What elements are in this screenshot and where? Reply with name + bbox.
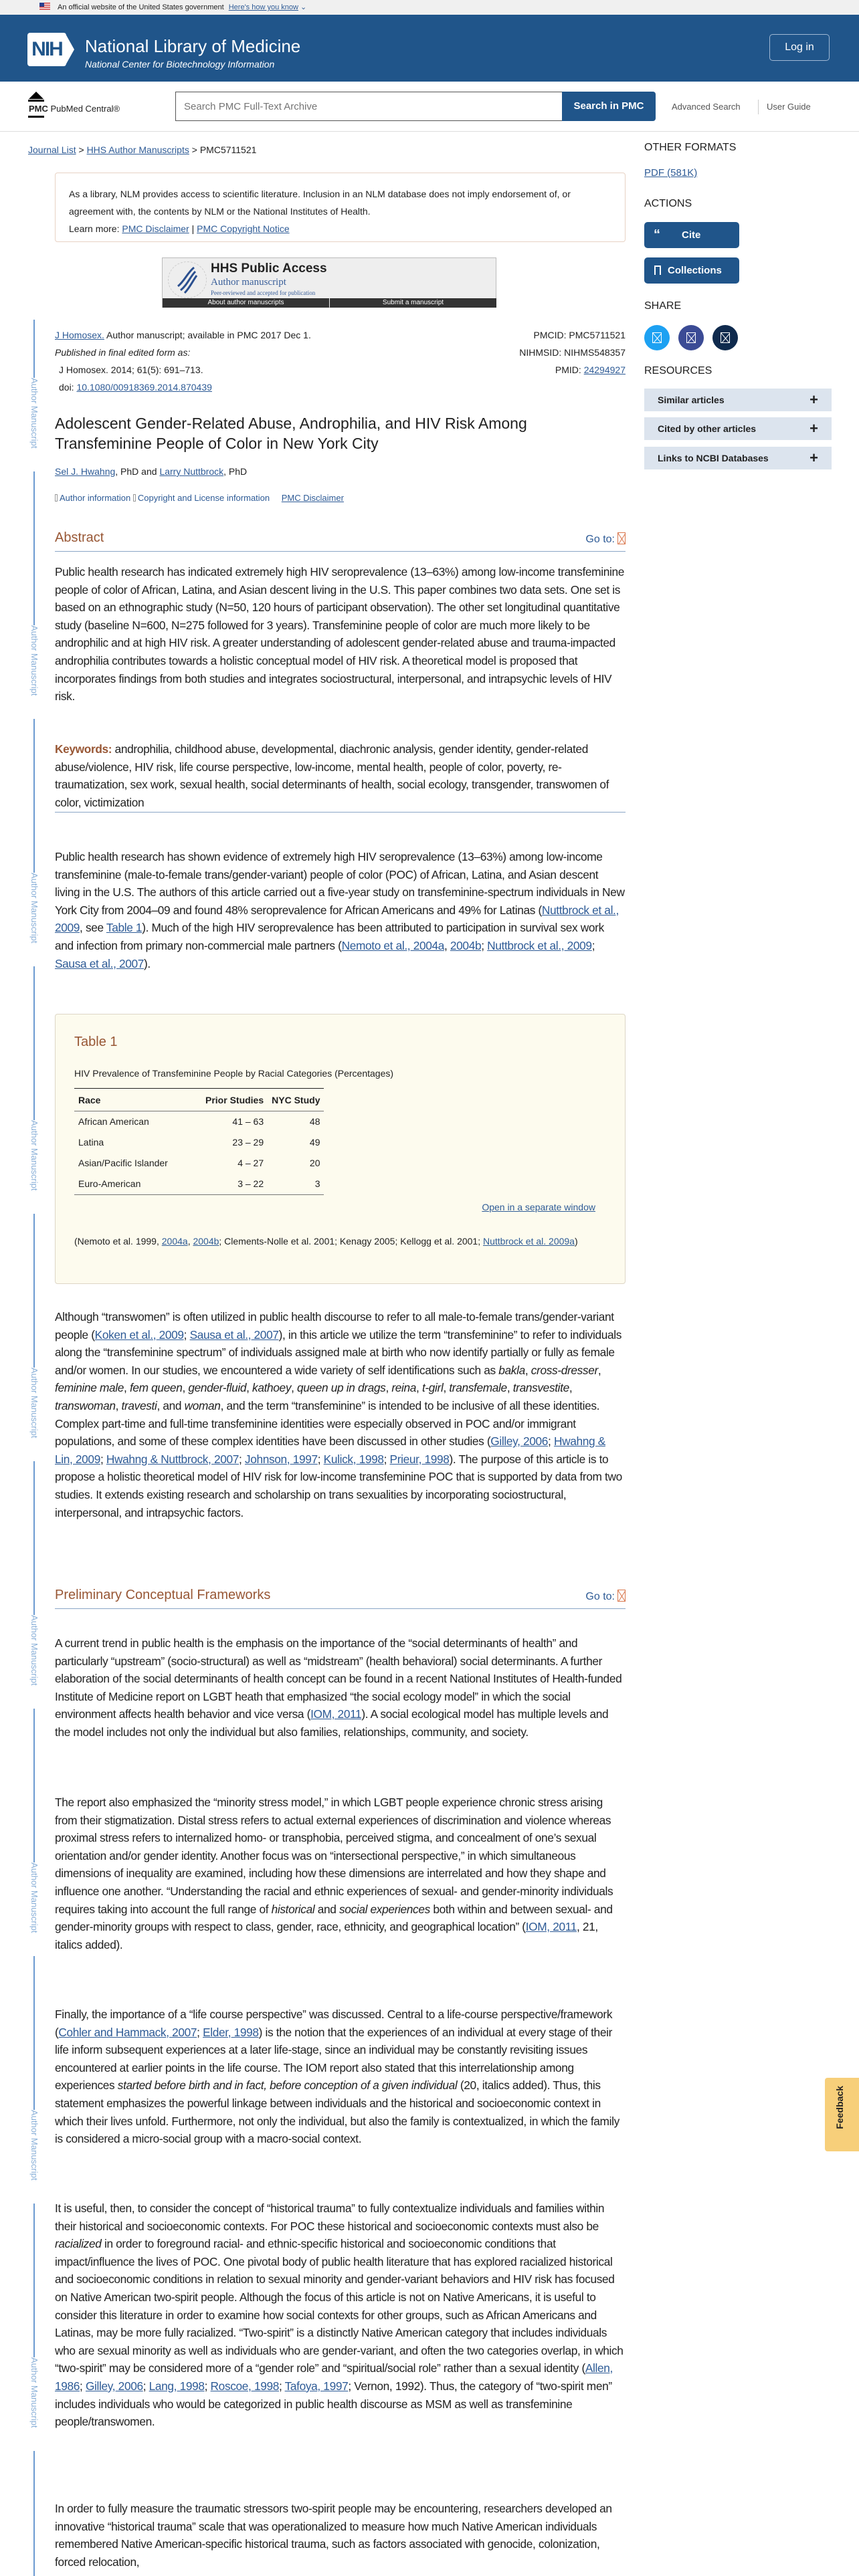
gov-banner <box>0 0 859 15</box>
column-header: Race <box>74 1089 201 1111</box>
heres-how-you-know-link[interactable]: Here's how you know <box>228 3 298 11</box>
pmid-label: PMID: <box>555 364 584 375</box>
italic-text: social experiences <box>339 1902 430 1916</box>
text-run: , <box>524 1363 531 1377</box>
text-run: , <box>443 1381 450 1395</box>
body-paragraph <box>55 848 626 972</box>
author-manuscript-label <box>26 1368 42 1461</box>
text-run: , and the term “transfeminine” is intended to be inclusive of all these identities. Complex part-time and full-time transfeminine identities were especially observed in POC and/or immigrant populations, and some of these complex identities have been discussed in other studies ( <box>55 1398 600 1448</box>
citation-link[interactable]: 2004a <box>161 1236 188 1247</box>
author-list <box>55 466 247 477</box>
email-icon <box>721 332 730 343</box>
search-button[interactable]: Search in PMC <box>562 92 656 121</box>
keywords <box>55 740 626 811</box>
collections-label: Collections <box>668 265 722 276</box>
pmc-logo-prefix: PMC <box>29 104 48 114</box>
text-run: The report also emphasized the “minority stress model,” in which LGBT people experience chronic stress arising from their stigmatization. Distal stress refers to actual external experiences of discrimination and violence whereas proximal stress refers to internalized homo- or transphobia, perceived stigma, and concealment of one’s sexual orientation and/or gender identity. Another focus was on “intersectional perspective,” in which simultaneous dimensions of inequality are examined, including how these dimensions are interrelated and how they shape and influence one another. “Understanding the racial and ethnic experiences of sexual- and gender-minority individuals requires taking into account the full range of <box>55 1796 613 1916</box>
share-label: SHARE <box>644 300 682 312</box>
text-run: ; <box>80 2379 86 2393</box>
table-cell: 3 <box>314 1178 320 1189</box>
text-run: Public health research has indicated extremely high HIV seroprevalence (13–63%) among low-income transfeminine people of color of African, Latina, and Asian descent living in the U.S. This paper combines two data sets. One set is based on an ethnographic study (N=50, 120 hours of participant observation). The other set longitudinal quantitative study (baseline N=600, N=275 followed for 3 years). Transfeminine people of color are much more likely to be androphilic and at high HIV risk. A greater understanding of adolescent gender-related abuse and trauma-impacted androphilia contributes towards a holistic conceptual model of HIV risk. A theoretical model is proposed that incorporates findings from both studies and integrates sociostructural, interpersonal, and intrapsychic levels of HIV risk. <box>55 565 624 704</box>
italic-text: cross-dresser <box>531 1363 598 1377</box>
citation-link[interactable]: Allen, 1986 <box>55 2361 613 2393</box>
author-suffix: , PhD <box>223 466 248 477</box>
nihmsid: NIHMSID: NIHMS548357 <box>519 347 626 358</box>
citation-link[interactable]: Johnson, 1997 <box>244 1452 318 1466</box>
resources-label: RESOURCES <box>644 365 712 377</box>
citation-link[interactable]: 2004b <box>450 938 482 952</box>
citation-link[interactable]: Gilley, 2006 <box>490 1434 549 1448</box>
text-run: ; <box>204 2379 211 2393</box>
author-manuscript-label <box>26 378 42 471</box>
table-cell: 4 – 27 <box>237 1158 264 1168</box>
citation-link[interactable]: Prieur, 1998 <box>389 1452 450 1466</box>
author-manuscript-text: Author Manuscript <box>29 378 39 449</box>
italic-text: travesti <box>121 1398 157 1412</box>
italic-text: reina <box>391 1381 417 1395</box>
text-run: , <box>291 1381 298 1395</box>
text-run: , <box>246 1381 253 1395</box>
availability-text: Author manuscript; available in PMC 2017 Dec 1. <box>104 330 311 340</box>
copyright-license-toggle[interactable]: Copyright and License information <box>137 493 270 503</box>
author-manuscript-label <box>26 1120 42 1214</box>
author-manuscript-label <box>26 625 42 719</box>
table-cell: Euro-American <box>78 1178 141 1189</box>
author-manuscript-text: Author Manuscript <box>29 873 39 944</box>
citation-link[interactable]: Nuttbrock et al., 2009 <box>487 938 592 952</box>
citation-ref: J Homosex. 2014; 61(5): 691–713. <box>59 364 203 375</box>
text-run: ). A social ecological model has multiple levels and the model includes not only the individual but also families, relationships, community, and society. <box>55 1707 609 1739</box>
goto-menu[interactable] <box>585 532 626 546</box>
section-divider <box>55 812 626 813</box>
ncbi-links-toggle[interactable] <box>644 447 832 469</box>
text-run: ; <box>100 1452 106 1466</box>
italic-text: racialized <box>55 2237 102 2251</box>
author-link[interactable]: Larry Nuttbrock <box>159 466 224 477</box>
pmc-copyright-link[interactable]: PMC Copyright Notice <box>197 223 290 234</box>
citation-link[interactable]: Lang, 1998 <box>149 2379 205 2393</box>
text-run: It is useful, then, to consider the concept of “historical trauma” to fully contextualize individuals and families within their historical and socioeconomic contexts. For POC these historical and socioeconomic contexts must also be <box>55 2202 605 2233</box>
search-bar-row <box>0 82 859 132</box>
table-1-box <box>55 1014 626 1284</box>
pmc-disclaimer-link[interactable]: PMC Disclaimer <box>281 493 344 503</box>
body-paragraph <box>55 1634 626 1741</box>
body-paragraph <box>55 2500 626 2571</box>
author-manuscript-label <box>26 1862 42 1956</box>
text-run: ; <box>481 938 488 952</box>
text-run: ), in this article we utilize the term “transfeminine” to refer to individuals along the “transfeminine spectrum” of individuals assigned male at birth who now identify partially or fully as female and/or women. In our studies, we encountered a wide variety of self identifications such as <box>55 1327 622 1377</box>
table-label: Table 1 <box>74 1035 118 1049</box>
site-title[interactable]: National Library of Medicine <box>85 36 301 56</box>
citation-link[interactable]: Hwahng & Lin, 2009 <box>55 1434 605 1466</box>
goto-arrow-icon <box>617 532 626 544</box>
author-manuscript-text: Author Manuscript <box>29 2357 39 2428</box>
citation-link[interactable]: Nuttbrock et al., 2009 <box>55 903 619 935</box>
pmid-link[interactable]: 24294927 <box>583 364 626 375</box>
section-heading: Preliminary Conceptual Frameworks <box>55 1588 271 1602</box>
italic-text: transvestite <box>512 1381 569 1395</box>
citation-link[interactable]: Cohler and Hammack, 2007 <box>58 2025 197 2039</box>
table-cell: African American <box>78 1116 149 1127</box>
login-button[interactable]: Log in <box>769 34 830 61</box>
text-run: both within and between sexual- and gender-minority groups with respect to class, gender, race, ethnicity, and geographical location” ( <box>55 1902 613 1934</box>
table-cell: 48 <box>309 1116 320 1127</box>
goto-label: Go to: <box>585 1591 615 1602</box>
submit-manuscript-link[interactable]: Submit a manuscript <box>330 298 496 308</box>
table-row <box>74 1132 324 1153</box>
text-run: ; Vernon, 1992). Thus, the category of “two-spirit men” includes individuals who would be categorized in public health discourse as MSM as well as transfeminine people/transwomen. <box>55 2379 612 2429</box>
author-manuscript-text: Author Manuscript <box>29 625 39 696</box>
plus-icon: + <box>809 449 818 466</box>
table-row <box>74 1174 324 1195</box>
article-title: Adolescent Gender-Related Abuse, Androphilia, and HIV Risk Among Transfeminine People of Color in New York City <box>55 415 527 452</box>
other-formats-label: OTHER FORMATS <box>644 142 737 153</box>
text-run: ) <box>574 1236 578 1247</box>
abstract-heading-bar <box>55 529 626 552</box>
share-email-button[interactable] <box>712 325 738 350</box>
hhs-subtitle: Author manuscript <box>211 277 286 288</box>
pmc-logo-triangle <box>29 92 43 99</box>
learn-more-label: Learn more: <box>69 223 120 234</box>
collections-button[interactable] <box>644 257 739 284</box>
italic-text: started before birth and in fact, before conception of a given individual <box>117 2078 458 2092</box>
italic-text: t-girl <box>421 1381 444 1395</box>
text-run: , <box>569 1381 573 1395</box>
italic-text: transwoman <box>55 1398 116 1412</box>
author-manuscript-label <box>26 2110 42 2204</box>
text-run: , <box>187 1236 193 1247</box>
body-paragraph <box>55 2199 626 2431</box>
text-run: , <box>416 1381 422 1395</box>
article-info-links <box>55 493 344 503</box>
text-run: ). The purpose of this article is to propose a holistic theoretical model of HIV risk for low-income transfeminine POC that is supported by data from two studies. It extends existing research and scholarship on trans sexualities by incorporating sociostructural, interpersonal, and intrapsychic factors. <box>55 1452 622 1519</box>
citation-link[interactable]: Elder, 1998 <box>203 2025 259 2039</box>
body-paragraph <box>55 1794 626 1953</box>
text-run: and <box>314 1902 340 1916</box>
breadcrumb <box>28 144 256 155</box>
author-information-toggle[interactable]: Author information <box>60 493 131 503</box>
nlm-disclaimer-box <box>55 173 626 242</box>
author-manuscript-text: Author Manuscript <box>29 1862 39 1933</box>
text-run: (20, italics added). Thus, this statement emphasizes the powerful linkage between individuals and the historical and socioeconomic context in which their lives unfold. Furthermore, not only the individual, but also the family is contextualized, in which the family is considered a micro-social group with a macro-social context. <box>55 2078 619 2146</box>
actions-label: ACTIONS <box>644 198 692 209</box>
share-facebook-button[interactable] <box>678 325 704 350</box>
pmcid: PMCID: PMC5711521 <box>533 330 626 340</box>
author-manuscript-text: Author Manuscript <box>29 1368 39 1438</box>
table-row <box>74 1153 324 1174</box>
advanced-search-link[interactable]: Advanced Search <box>672 102 741 112</box>
hiv-prevalence-table <box>74 1088 324 1195</box>
author-link[interactable]: Sel J. Hwahng <box>55 466 116 477</box>
text-run: ; <box>142 2379 149 2393</box>
table-header-row <box>74 1089 324 1111</box>
text-run: ; <box>591 938 595 952</box>
citation-link[interactable]: Hwahng & Nuttbrock, 2007 <box>106 1452 240 1466</box>
citation-link[interactable]: Tafoya, 1997 <box>284 2379 349 2393</box>
table-cell: 41 – 63 <box>232 1116 264 1127</box>
breadcrumb-current: PMC5711521 <box>199 144 257 155</box>
pmc-logo-name: PubMed Central® <box>50 104 120 114</box>
feedback-button[interactable] <box>825 2078 859 2151</box>
text-run: ; <box>183 1327 190 1341</box>
feedback-label: Feedback <box>834 2086 845 2129</box>
text-run: (Nemoto et al. 1999, <box>74 1236 162 1247</box>
citation-link[interactable]: Sausa et al., 2007 <box>55 956 145 970</box>
italic-text: feminine male <box>55 1381 124 1395</box>
pmc-logo-bar <box>28 100 44 102</box>
citation-link[interactable]: Nuttbrock et al. 2009a <box>483 1236 575 1247</box>
text-run: in order to foreground racial- and ethnic-specific historical and socioeconomic conditions that impact/influence the lives of POC. One pivotal body of public health literature that has explored racialized historical and socioeconomic conditions in relation to sexual minority and gender-variant behaviors and HIV risk has focused on Native American two-spirit people. Although the focus of this article is not on Native Americans, it is useful to consider this literature in order to examine how social contexts for other groups, such as African Americans and Latinas, may be more fully racialized. “Two-spirit” is a distinctly Native American category that includes individuals who are sexual minority as well as individuals who are gender-variant, and often the two categories overlap, in which “two-spirit” may be considered more of a “gender role” and “spiritual/social role” rather than a sexual identity ( <box>55 2237 624 2375</box>
divider <box>758 100 759 114</box>
table-source-note <box>74 1232 609 1250</box>
text-run: , <box>597 1363 601 1377</box>
citation-link[interactable]: Roscoe, 1998 <box>210 2379 279 2393</box>
open-in-separate-window-link[interactable]: Open in a separate window <box>482 1202 595 1212</box>
citation-link[interactable]: Table 1 <box>106 921 142 935</box>
share-twitter-button[interactable] <box>644 325 670 350</box>
pmc-logo-bar <box>28 116 44 118</box>
citation-block <box>55 326 626 396</box>
italic-text: gender-fluid <box>188 1381 247 1395</box>
text-run: , <box>506 1381 513 1395</box>
cited-by-toggle[interactable] <box>644 417 832 440</box>
breadcrumb-separator: > <box>191 144 197 155</box>
nih-logo[interactable] <box>27 33 80 66</box>
gov-banner-text: An official website of the United States government <box>58 3 224 11</box>
expand-icon <box>133 494 136 502</box>
breadcrumb-journal-list[interactable]: Journal List <box>28 144 76 155</box>
twitter-icon <box>652 332 662 343</box>
chevron-down-icon: ⌄ <box>298 3 307 11</box>
text-run: , see <box>80 921 106 935</box>
text-run: ; <box>239 1452 245 1466</box>
italic-text: kathoey <box>252 1381 292 1395</box>
author-manuscript-text: Author Manuscript <box>29 1120 39 1191</box>
goto-label: Go to: <box>585 534 615 545</box>
table-cell: 3 – 22 <box>237 1178 264 1189</box>
quote-icon: “ <box>654 227 660 242</box>
table-cell: Asian/Pacific Islander <box>78 1158 168 1168</box>
body-paragraph <box>55 2006 626 2148</box>
citation-link[interactable]: Nemoto et al., 2004a <box>341 938 444 952</box>
author-manuscript-text: Author Manuscript <box>29 2110 39 2181</box>
italic-text: bakla <box>498 1363 525 1377</box>
text-run: , and <box>157 1398 185 1412</box>
italic-text: woman <box>184 1398 221 1412</box>
table-cell: Latina <box>78 1137 104 1148</box>
column-header: NYC Study <box>268 1089 324 1111</box>
keywords-list: androphilia, childhood abuse, developmental, diachronic analysis, gender identity, gender-related abuse/violence, HIV risk, life course perspective, low-income, mental health, people of color, poverty, re-traumatization, sex work, sexual health, social determinants of health, social ecology, transgender, transwomen of color, victimization <box>55 742 609 809</box>
text-run: ; <box>279 2379 285 2393</box>
disclaimer-text: As a library, NLM provides access to scientific literature. Inclusion in an NLM database does not imply endorsement of, or agreement with, the contents by NLM or the National Institutes of Health. <box>69 189 571 217</box>
author-manuscript-label <box>26 1615 42 1709</box>
hhs-title: HHS Public Access <box>211 261 327 276</box>
text-run: In order to fully measure the traumatic stressors two-spirit people may be encountering, researchers developed an innovative “historical trauma” scale that was operationalized to measure how much Native American individuals remembered Native American-specific historical trauma, such as factors associated with genocide, colonization, forced relocation, <box>55 2502 612 2569</box>
section-heading: Abstract <box>55 530 104 545</box>
text-run: ). Much of the high HIV seroprevalence has been attributed to participation in survival sex work and infection from primary non-commercial male partners ( <box>55 921 604 952</box>
citation-link[interactable]: 2004b <box>193 1236 219 1247</box>
table-row <box>74 1111 324 1133</box>
table-cell: 20 <box>309 1158 320 1168</box>
table-caption: HIV Prevalence of Transfeminine People by Racial Categories (Percentages) <box>74 1068 394 1079</box>
similar-articles-toggle[interactable] <box>644 389 832 411</box>
separator: | <box>191 223 195 234</box>
citation-link[interactable]: Kulick, 1998 <box>323 1452 384 1466</box>
doi-label: doi: <box>59 382 77 393</box>
abstract-paragraph <box>55 563 626 706</box>
italic-text: transfemale <box>449 1381 507 1395</box>
italic-text: historical <box>271 1902 315 1916</box>
expand-icon <box>55 494 58 502</box>
text-run: ; <box>197 2025 203 2039</box>
text-run: ; <box>317 1452 324 1466</box>
breadcrumb-hhs[interactable]: HHS Author Manuscripts <box>86 144 189 155</box>
citation-link[interactable]: IOM, 2011 <box>310 1707 362 1721</box>
frameworks-heading-bar <box>55 1586 626 1609</box>
text-run: , <box>385 1381 392 1395</box>
breadcrumb-separator: > <box>78 144 84 155</box>
hhs-eagle-logo <box>168 261 207 298</box>
hhs-public-access-banner <box>162 257 496 308</box>
resource-label: Cited by other articles <box>658 423 757 434</box>
citation-link[interactable]: Koken et al., 2009 <box>94 1327 184 1341</box>
pmc-disclaimer-link[interactable]: PMC Disclaimer <box>122 223 189 234</box>
author-suffix: , PhD and <box>115 466 160 477</box>
text-run: A current trend in public health is the emphasis on the importance of the “social determinants of health” and particularly “upstream” (socio-structural) as well as “midstream” (health behavioral) social determinants. A further elaboration of the social determinants of health concept can be found in a recent National Institutes of Health-funded Institute of Medicine report on LGBT heath that emphasized “the social ecology model” in which the social environment affects health behavior and vice versa ( <box>55 1636 622 1721</box>
body-paragraph <box>55 1308 626 1521</box>
author-manuscript-label <box>26 2357 42 2451</box>
text-run: , <box>115 1398 122 1412</box>
us-flag-icon <box>39 3 50 10</box>
cite-button[interactable] <box>644 222 739 248</box>
text-run: , <box>444 938 450 952</box>
text-run: Public health research has shown evidence of extremely high HIV seroprevalence (13–63%) among low-income transfeminine (male-to-female trans/gender-variant) people of color (POC) of African, Latina, and Asian descent living in the U.S. The authors of this article carried out a five-year study on transfeminine-spectrum individuals in New York City from 2004–09 and found 48% seroprevalence for African Americans and 49% for Latinas ( <box>55 850 625 917</box>
column-header: Prior Studies <box>201 1089 268 1111</box>
keywords-label: Keywords: <box>55 742 112 756</box>
text-run: ). <box>144 956 151 970</box>
journal-link[interactable]: J Homosex. <box>55 330 104 340</box>
text-run: , 21, italics added). <box>55 1920 598 1951</box>
search-input[interactable] <box>175 92 562 121</box>
italic-text: queen up in drags <box>297 1381 386 1395</box>
facebook-icon <box>686 332 696 343</box>
site-header <box>0 15 859 82</box>
pmc-logo[interactable] <box>27 92 120 122</box>
bookmark-icon <box>654 265 661 275</box>
text-run: Although “transwomen” is often utilized in public health discourse to refer to all male-to-female trans/gender-variant people ( <box>55 1310 614 1341</box>
nih-logo-text: NIH <box>27 33 66 66</box>
resource-label: Links to NCBI Databases <box>658 453 769 463</box>
about-author-manuscripts-link[interactable]: About author manuscripts <box>163 298 329 308</box>
text-run: ; <box>548 1434 554 1448</box>
plus-icon: + <box>809 420 818 437</box>
plus-icon: + <box>809 391 818 408</box>
author-manuscript-text: Author Manuscript <box>29 1615 39 1686</box>
author-manuscript-label <box>26 873 42 966</box>
nih-logo-chevron <box>65 33 74 66</box>
hhs-note: Peer-reviewed and accepted for publication <box>211 290 316 296</box>
citation-link[interactable]: IOM, 2011 <box>525 1920 577 1934</box>
italic-text: fem queen <box>129 1381 183 1395</box>
cite-label: Cite <box>682 229 701 241</box>
goto-arrow-icon <box>617 1590 626 1602</box>
text-run: ; Clements-Nolle et al. 2001; Kenagy 2005; Kellogg et al. 2001; <box>219 1236 483 1247</box>
resource-label: Similar articles <box>658 395 725 405</box>
text-run: ) is the notion that the experiences of an individual at every stage of their life inform subsequent experiences at a later life-stage, since an individual may be constantly revisiting issues encountered at earlier points in the life course. The IOM report also stated that this interrelationship among experiences <box>55 2025 612 2092</box>
published-label: Published in final edited form as: <box>55 347 191 358</box>
pdf-link[interactable]: PDF (581K) <box>644 167 698 179</box>
text-run: Finally, the importance of a “life course perspective” was discussed. Central to a life-course perspective/framework ( <box>55 2008 613 2039</box>
user-guide-link[interactable]: User Guide <box>767 102 811 112</box>
text-run: , <box>182 1381 189 1395</box>
text-run: , <box>124 1381 130 1395</box>
text-run: ; <box>383 1452 390 1466</box>
goto-menu[interactable] <box>585 1590 626 1603</box>
doi-link[interactable]: 10.1080/00918369.2014.870439 <box>76 382 212 393</box>
site-subtitle: National Center for Biotechnology Information <box>85 59 275 70</box>
citation-link[interactable]: Gilley, 2006 <box>85 2379 143 2393</box>
table-cell: 23 – 29 <box>232 1137 264 1148</box>
citation-link[interactable]: Sausa et al., 2007 <box>189 1327 279 1341</box>
table-cell: 49 <box>309 1137 320 1148</box>
